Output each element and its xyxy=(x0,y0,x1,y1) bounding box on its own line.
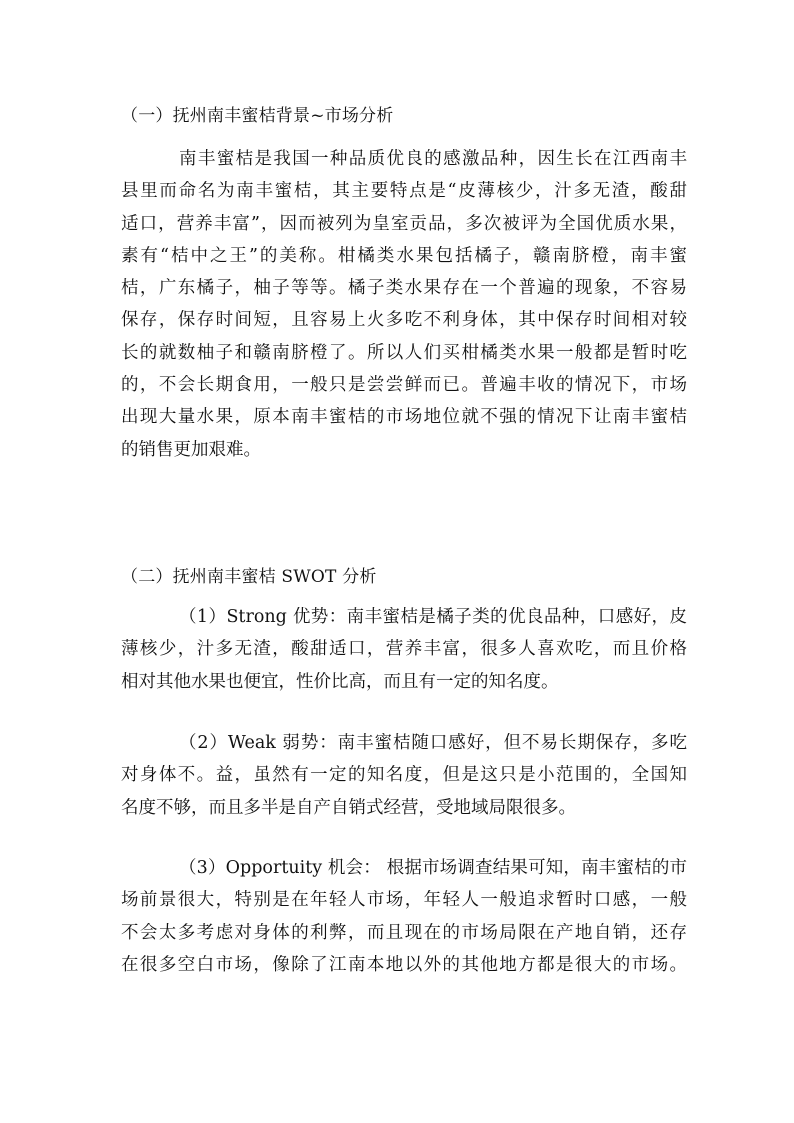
paragraph-line: 名度不够，而且多半是自产自销式经营，受地域局限很多。 xyxy=(121,797,576,818)
paragraph-line: 县里而命名为南丰蜜桔，其主要特点是“皮薄核少，汁多无渣，酸甜 xyxy=(121,181,687,202)
paragraph-line: 薄核少，汁多无渣，酸甜适口，营养丰富，很多人喜欢吃，而且价格 xyxy=(121,639,687,660)
paragraph-weak xyxy=(121,733,687,830)
paragraph-line: 长的就数柚子和赣南脐橙了。所以人们买柑橘类水果一般都是暂时吃 xyxy=(121,342,687,363)
paragraph-line: 在很多空白市场，像除了江南本地以外的其他地方都是很大的市场。 xyxy=(121,954,687,975)
paragraph-line: 相对其他水果也便宜，性价比高，而且有一定的知名度。 xyxy=(121,671,559,692)
paragraph-opportunity xyxy=(121,858,687,987)
paragraph-line: 的，不会长期食用，一般只是尝尝鲜而已。普遍丰收的情况下，市场 xyxy=(121,375,687,396)
section-heading-background: （一）抚州南丰蜜桔背景~市场分析 xyxy=(121,106,394,126)
paragraph-background xyxy=(121,149,687,472)
paragraph-line: 的销售更加艰难。 xyxy=(121,439,261,460)
paragraph-line: 场前景很大，特别是在年轻人市场，年轻人一般追求暂时口感，一般 xyxy=(121,890,687,911)
paragraph-line: 对身体不。益，虽然有一定的知名度，但是这只是小范围的，全国知 xyxy=(121,765,687,786)
paragraph-line: 桔，广东橘子，柚子等等。橘子类水果存在一个普遍的现象，不容易 xyxy=(121,278,687,299)
section-heading-swot: （二）抚州南丰蜜桔 SWOT 分析 xyxy=(121,567,377,587)
paragraph-line: 适口，营养丰富”，因而被列为皇室贡品，多次被评为全国优质水果， xyxy=(121,213,687,234)
paragraph-strong xyxy=(121,607,687,704)
paragraph-line: （3）Opportuity 机会： 根据市场调查结果可知，南丰蜜桔的市 xyxy=(179,858,687,878)
paragraph-line: 出现大量水果，原本南丰蜜桔的市场地位就不强的情况下让南丰蜜桔 xyxy=(121,407,687,428)
paragraph-line: 保存，保存时间短，且容易上火多吃不利身体，其中保存时间相对较 xyxy=(121,310,687,331)
paragraph-line: 南丰蜜桔是我国一种品质优良的感激品种，因生长在江西南丰 xyxy=(179,149,687,169)
paragraph-line: 素有“桔中之王”的美称。柑橘类水果包括橘子，赣南脐橙，南丰蜜 xyxy=(121,245,687,266)
paragraph-line: （2）Weak 弱势：南丰蜜桔随口感好，但不易长期保存，多吃 xyxy=(179,733,687,753)
paragraph-line: 不会太多考虑对身体的利弊，而且现在的市场局限在产地自销，还存 xyxy=(121,922,687,943)
paragraph-line: （1）Strong 优势：南丰蜜桔是橘子类的优良品种，口感好，皮 xyxy=(179,607,687,627)
